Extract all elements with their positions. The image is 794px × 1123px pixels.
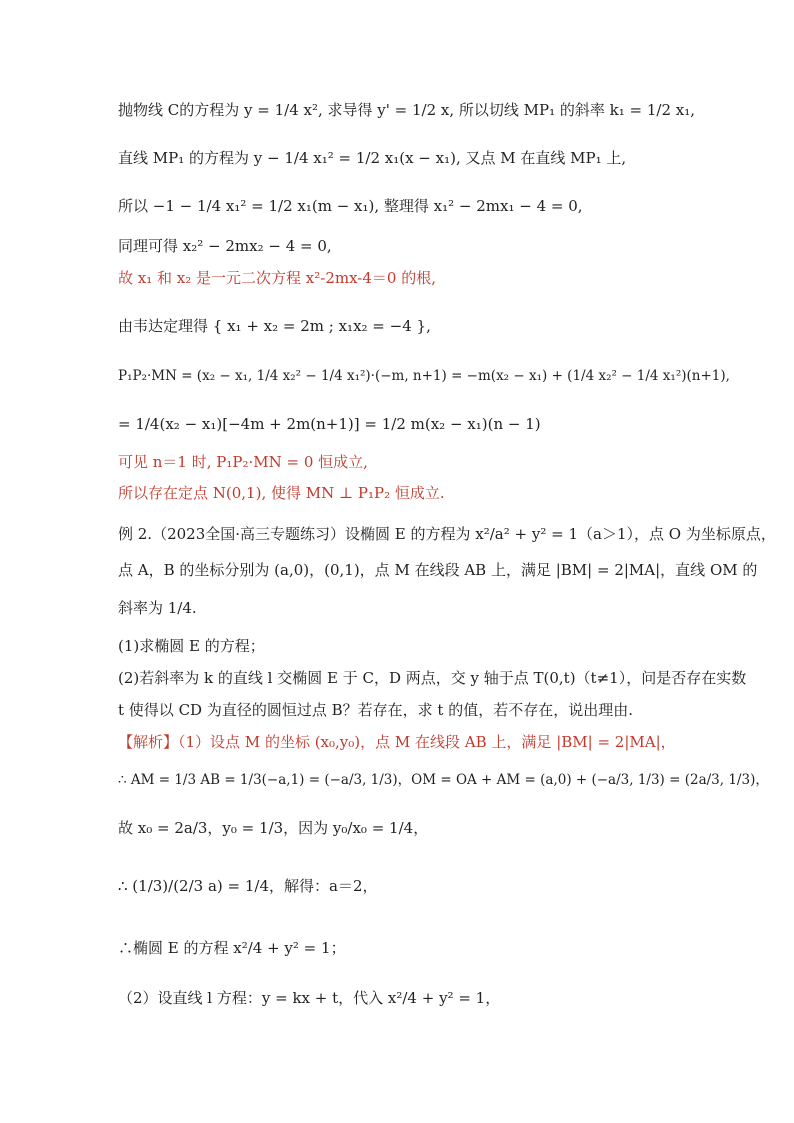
solution-line-4: ∴ (1/3)/(2/3 a) = 1/4，解得：a＝2，: [118, 877, 378, 895]
solution-line-2: ∴ AM = 1/3 AB = 1/3(−a,1) = (−a/3, 1/3)，OM = OA + AM = (a,0) + (−a/3, 1/3) = (2a/3, 1/3)，: [118, 772, 769, 788]
text-line-5: 故 x₁ 和 x₂ 是一元二次方程 x²-2mx-4＝0 的根,: [118, 269, 436, 287]
solution-line-6: （2）设直线 l 方程：y = kx + t，代入 x²/4 + y² = 1，: [118, 989, 501, 1007]
text-line-1: 抛物线 C的方程为 y = 1/4 x², 求导得 y' = 1/2 x, 所以切线 MP₁ 的斜率 k₁ = 1/2 x₁,: [118, 101, 696, 119]
text-line-12: 点 A，B 的坐标分别为 (a,0)，(0,1)，点 M 在线段 AB 上，满足 |BM| = 2|MA|，直线 OM 的: [118, 561, 758, 579]
example-2-heading: 例 2.（2023全国·高三专题练习）设椭圆 E 的方程为 x²/a² + y² = 1（a＞1），点 O 为坐标原点，: [118, 525, 776, 543]
question-2-cont: t 使得以 CD 为直径的圆恒过点 B？若存在，求 t 的值，若不存在，说出理由.: [118, 701, 633, 719]
question-1: (1)求椭圆 E 的方程；: [118, 637, 265, 655]
solution-line-5: ∴椭圆 E 的方程 x²/4 + y² = 1；: [118, 939, 346, 957]
text-line-2: 直线 MP₁ 的方程为 y − 1/4 x₁² = 1/2 x₁(x − x₁), 又点 M 在直线 MP₁ 上,: [118, 149, 627, 167]
text-line-13: 斜率为 1/4.: [118, 599, 197, 617]
text-line-3: 所以 −1 − 1/4 x₁² = 1/2 x₁(m − x₁), 整理得 x₁² − 2mx₁ − 4 = 0,: [118, 197, 583, 215]
solution-line-3: 故 x₀ = 2a/3，y₀ = 1/3，因为 y₀/x₀ = 1/4，: [118, 819, 429, 837]
solution-line-1: 【解析】（1）设点 M 的坐标 (x₀,y₀)，点 M 在线段 AB 上，满足 |BM| = 2|MA|，: [118, 733, 676, 751]
question-2: (2)若斜率为 k 的直线 l 交椭圆 E 于 C，D 两点，交 y 轴于点 T(0,t)（t≠1），问是否存在实数: [118, 669, 747, 687]
text-line-4: 同理可得 x₂² − 2mx₂ − 4 = 0,: [118, 237, 332, 255]
text-line-7: P₁P₂·MN = (x₂ − x₁, 1/4 x₂² − 1/4 x₁²)·(−m, n+1) = −m(x₂ − x₁) + (1/4 x₂² − 1/4 x₁²)(n+1),: [118, 368, 730, 384]
text-line-8: = 1/4(x₂ − x₁)[−4m + 2m(n+1)] = 1/2 m(x₂ − x₁)(n − 1): [118, 415, 541, 433]
text-line-10: 所以存在定点 N(0,1), 使得 MN ⊥ P₁P₂ 恒成立.: [118, 484, 445, 502]
text-line-6: 由韦达定理得 { x₁ + x₂ = 2m ; x₁x₂ = −4 },: [118, 317, 431, 335]
text-line-9: 可见 n＝1 时, P₁P₂·MN = 0 恒成立,: [118, 453, 368, 471]
